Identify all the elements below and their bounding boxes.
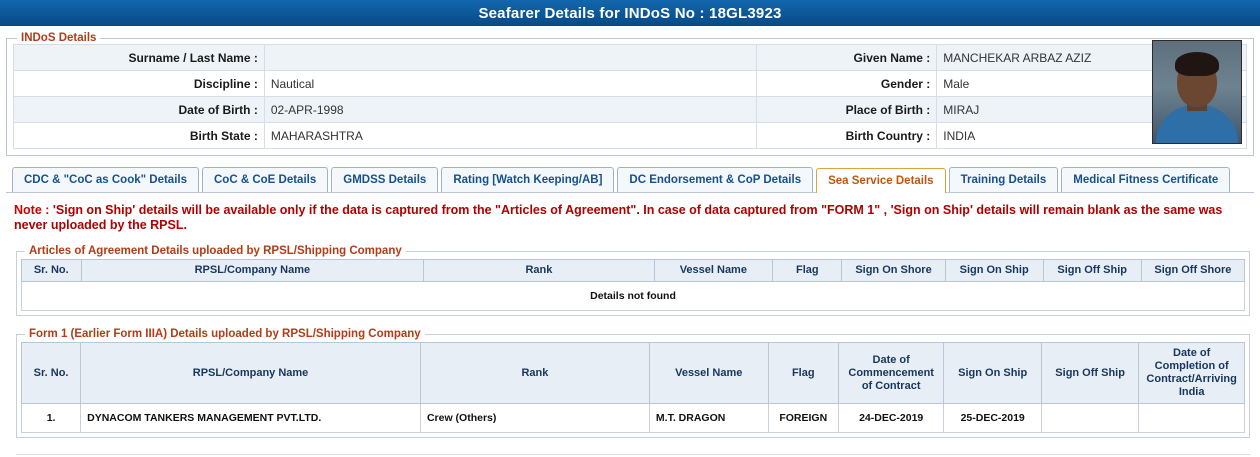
aoa-table <box>21 259 1245 311</box>
page-title: Seafarer Details for INDoS No : 18GL3923 <box>478 4 782 22</box>
tab-gmdss[interactable]: GMDSS Details <box>331 167 438 192</box>
given-name-label: Given Name : <box>757 45 937 71</box>
table-header-row <box>22 343 1245 404</box>
form1-cell-sr-no: 1. <box>22 404 81 433</box>
tab-dc-endorsement-cop[interactable]: DC Endorsement & CoP Details <box>617 167 813 192</box>
aoa-fieldset <box>16 245 1250 316</box>
dob-value: 02-APR-1998 <box>264 97 756 123</box>
aoa-col-sign-off-ship: Sign Off Ship <box>1043 260 1141 282</box>
aoa-col-sign-on-ship: Sign On Ship <box>945 260 1043 282</box>
form1-cell-company: DYNACOM TANKERS MANAGEMENT PVT.LTD. <box>81 404 421 433</box>
note-prefix: Note : <box>14 203 50 217</box>
indos-details-section <box>6 32 1254 156</box>
seafarer-photo <box>1152 40 1242 144</box>
birth-state-value: MAHARASHTRA <box>264 123 756 149</box>
bottom-divider <box>16 454 1250 456</box>
indos-details-table <box>13 44 1247 149</box>
surname-label: Surname / Last Name : <box>14 45 265 71</box>
indos-details-fieldset <box>6 32 1254 156</box>
table-row-empty <box>22 282 1245 311</box>
aoa-col-sign-on-shore: Sign On Shore <box>842 260 945 282</box>
table-row <box>22 404 1245 433</box>
discipline-label: Discipline : <box>14 71 265 97</box>
gender-value: Male <box>937 71 1247 97</box>
tab-training[interactable]: Training Details <box>949 167 1059 192</box>
aoa-legend: Articles of Agreement Details uploaded by RPSL/Shipping Company <box>29 245 402 257</box>
aoa-col-flag: Flag <box>773 260 842 282</box>
form1-col-company: RPSL/Company Name <box>81 343 421 404</box>
birth-country-label: Birth Country : <box>757 123 937 149</box>
form1-col-sign-off-ship: Sign Off Ship <box>1041 343 1138 404</box>
place-of-birth-label: Place of Birth : <box>757 97 937 123</box>
form1-col-sr-no: Sr. No. <box>22 343 81 404</box>
photo-image <box>1153 41 1241 143</box>
tab-rating-watch-keeping[interactable]: Rating [Watch Keeping/AB] <box>441 167 614 192</box>
aoa-col-rank: Rank <box>424 260 654 282</box>
form1-cell-sign-on-ship: 25-DEC-2019 <box>944 404 1042 433</box>
table-row <box>14 123 1247 149</box>
aoa-col-vessel: Vessel Name <box>654 260 773 282</box>
photo-hair <box>1175 52 1219 76</box>
form1-col-completion: Date of Completion of Contract/Arriving India <box>1139 343 1245 404</box>
articles-of-agreement-section <box>16 245 1250 316</box>
note-text: 'Sign on Ship' details will be available only if the data is captured from the "Articles of Agreement". In case of data captured from "FORM 1" , 'Sign on Ship' details will remain blank as the same was never uploaded by the RPSL. <box>14 203 1223 232</box>
form1-cell-vessel: M.T. DRAGON <box>649 404 768 433</box>
table-row <box>14 71 1247 97</box>
form1-fieldset <box>16 328 1250 438</box>
birth-state-label: Birth State : <box>14 123 265 149</box>
form1-cell-commencement: 24-DEC-2019 <box>838 404 943 433</box>
indos-details-legend: INDoS Details <box>21 32 97 44</box>
tab-cdc-coc-as-cook[interactable]: CDC & "CoC as Cook" Details <box>12 167 199 192</box>
form1-table <box>21 342 1245 433</box>
aoa-col-sign-off-shore: Sign Off Shore <box>1141 260 1244 282</box>
form1-col-commencement: Date of Commencement of Contract <box>838 343 943 404</box>
place-of-birth-value: MIRAJ <box>937 97 1247 123</box>
form1-col-sign-on-ship: Sign On Ship <box>944 343 1042 404</box>
table-row <box>14 45 1247 71</box>
gender-label: Gender : <box>757 71 937 97</box>
tab-coc-coe[interactable]: CoC & CoE Details <box>202 167 328 192</box>
form1-cell-flag: FOREIGN <box>768 404 838 433</box>
tab-bar <box>6 166 1254 193</box>
page-title-bar <box>0 0 1260 26</box>
table-header-row <box>22 260 1245 282</box>
form1-section <box>16 328 1250 438</box>
aoa-empty-message: Details not found <box>22 282 1245 311</box>
surname-value <box>264 45 756 71</box>
tab-sea-service[interactable]: Sea Service Details <box>816 168 946 193</box>
form1-cell-rank: Crew (Others) <box>420 404 649 433</box>
form1-col-flag: Flag <box>768 343 838 404</box>
table-row <box>14 97 1247 123</box>
form1-col-vessel: Vessel Name <box>649 343 768 404</box>
form1-legend: Form 1 (Earlier Form IIIA) Details uploaded by RPSL/Shipping Company <box>29 328 421 340</box>
given-name-value: MANCHEKAR ARBAZ AZIZ <box>937 45 1247 71</box>
aoa-col-sr-no: Sr. No. <box>22 260 82 282</box>
form1-cell-completion <box>1139 404 1245 433</box>
discipline-value: Nautical <box>264 71 756 97</box>
tab-medical-fitness[interactable]: Medical Fitness Certificate <box>1061 167 1230 192</box>
sea-service-note <box>14 203 1246 233</box>
birth-country-value: INDIA <box>937 123 1247 149</box>
aoa-col-company: RPSL/Company Name <box>81 260 424 282</box>
form1-cell-sign-off-ship <box>1041 404 1138 433</box>
dob-label: Date of Birth : <box>14 97 265 123</box>
form1-col-rank: Rank <box>420 343 649 404</box>
